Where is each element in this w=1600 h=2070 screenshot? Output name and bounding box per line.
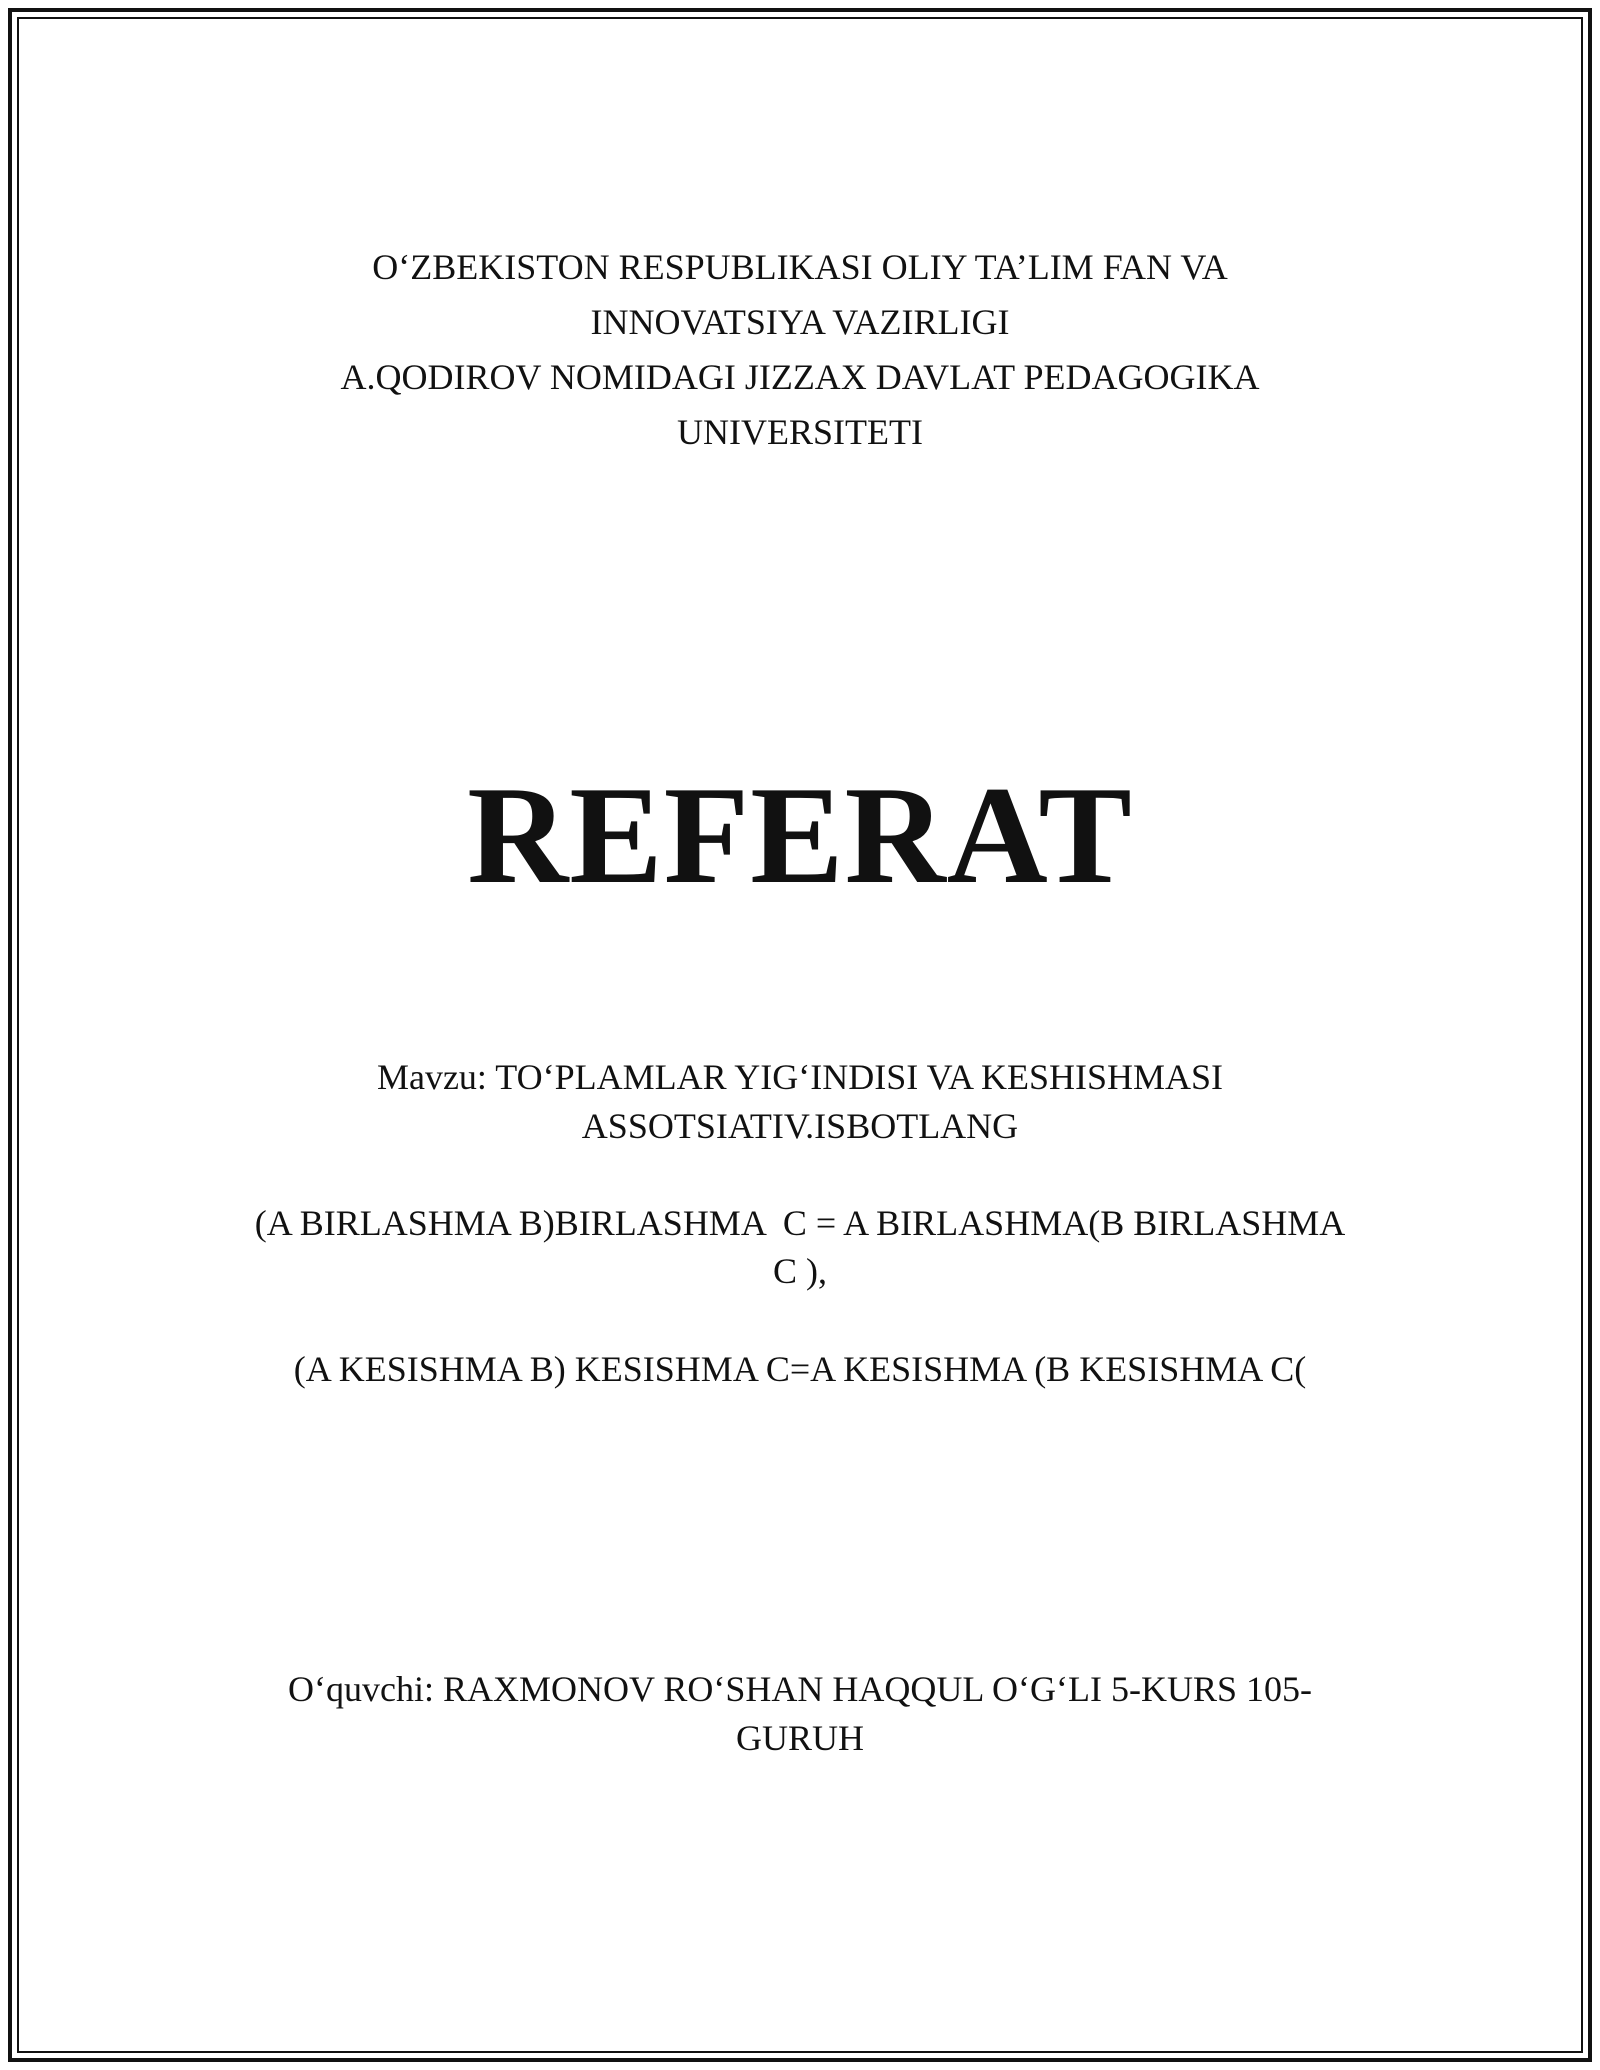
institution-line-1: O‘ZBEKISTON RESPUBLIKASI OLIY TA’LIM FAN VA xyxy=(372,247,1228,287)
institution-heading xyxy=(220,240,1380,460)
document-title: REFERAT xyxy=(467,758,1133,913)
institution-line-2: INNOVATSIYA VAZIRLIGI xyxy=(590,302,1010,342)
topic-line-1: Mavzu: TO‘PLAMLAR YIG‘INDISI VA KESHISHMASI xyxy=(376,1057,1224,1097)
student-info xyxy=(220,1665,1380,1763)
intersection-formula xyxy=(220,1345,1380,1393)
student-line-1: O‘quvchi: RAXMONOV RO‘SHAN HAQQUL O‘G‘LI 5-KURS 105- xyxy=(288,1669,1312,1709)
union-formula xyxy=(220,1199,1380,1295)
institution-line-4: UNIVERSITETI xyxy=(677,412,923,452)
union-formula-line-1: (A BIRLASHMA B)BIRLASHMA C = A BIRLASHMA(B BIRLASHMA xyxy=(254,1203,1346,1243)
institution-line-3: A.QODIROV NOMIDAGI JIZZAX DAVLAT PEDAGOGIKA xyxy=(340,357,1260,397)
student-line-2: GURUH xyxy=(735,1718,864,1758)
topic-block xyxy=(220,1053,1380,1151)
intersection-formula-line-1: (A KESISHMA B) KESISHMA C=A KESISHMA (B KESISHMA C( xyxy=(293,1349,1307,1389)
topic-line-2: ASSOTSIATIV.ISBOTLANG xyxy=(581,1106,1019,1146)
union-formula-line-2: C ), xyxy=(773,1251,827,1291)
